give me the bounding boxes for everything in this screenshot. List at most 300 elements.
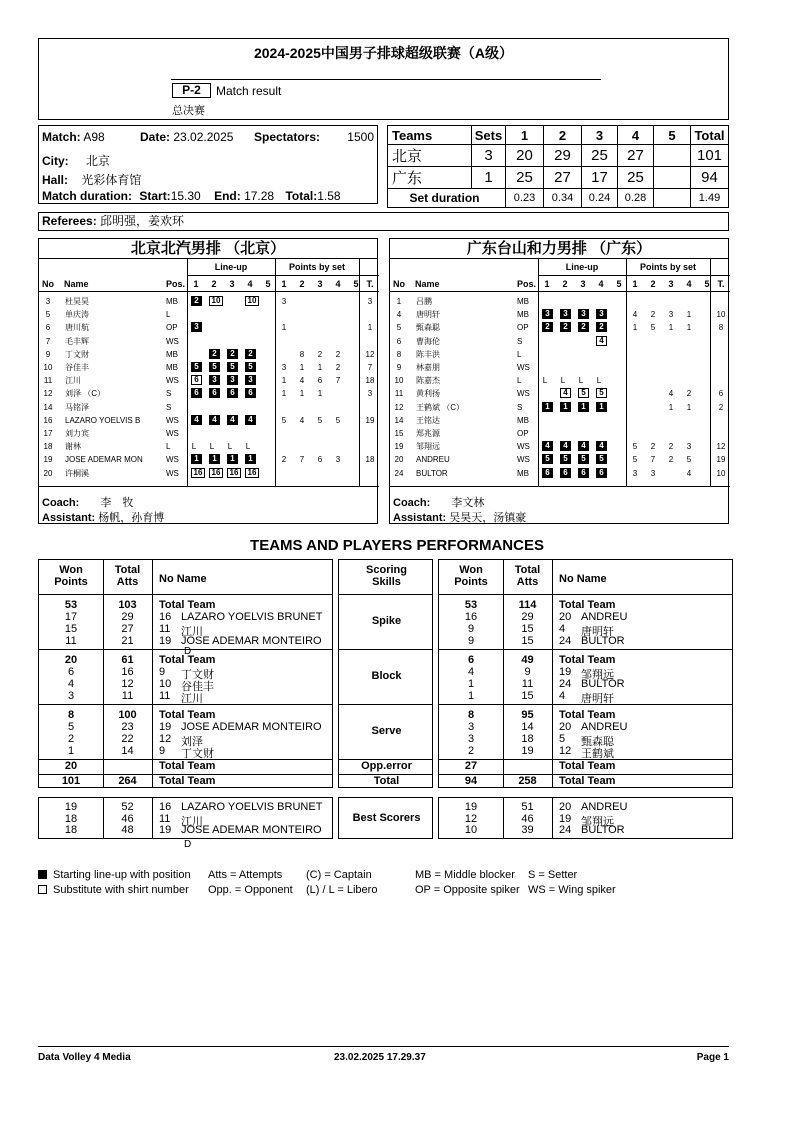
player-row — [390, 349, 728, 360]
starting-position: 6 — [227, 388, 238, 398]
player-name: 毛丰辉 — [65, 336, 89, 346]
player-name: 王鹤斌 （C） — [416, 402, 464, 412]
player-name: 王铭达 — [416, 415, 440, 425]
grid-line — [339, 649, 432, 650]
grid-line — [39, 594, 332, 595]
won-points: 4 — [67, 678, 75, 690]
set-points: 3 — [632, 468, 638, 478]
starting-position: 1 — [191, 454, 202, 464]
player-position: S — [166, 402, 172, 412]
starting-position: 2 — [227, 349, 238, 359]
set-points: 1 — [299, 389, 305, 399]
player-name: JOSE ADEMAR MONTEIRO — [181, 824, 322, 836]
no-name-header: No Name — [559, 573, 607, 585]
player-number: 14 — [394, 415, 404, 425]
roster-away — [390, 259, 728, 487]
score-sets: 1 — [472, 167, 506, 189]
set2-header: 2 — [544, 126, 582, 145]
won-points: 2 — [467, 745, 475, 757]
player-number: 9 — [45, 349, 51, 359]
won-points: 6 — [67, 666, 75, 678]
lineup-set-header: 5 — [265, 279, 271, 289]
player-name: 邹翔远 — [581, 669, 614, 681]
player-row — [39, 388, 377, 399]
grid-line — [339, 594, 432, 595]
player-position: WS — [166, 429, 179, 438]
player-name: 唐明轩 — [581, 693, 614, 705]
player-row — [390, 296, 728, 307]
attempts: 14 — [121, 745, 134, 757]
attempts: 61 — [121, 654, 134, 666]
player-name: 刘泽 （C） — [65, 389, 105, 399]
legend-opp: Opp. = Opponent — [208, 884, 293, 896]
won-points: 19 — [464, 801, 478, 813]
player-number: 18 — [43, 442, 53, 452]
set-points: 1 — [632, 323, 638, 333]
player-number: 10 — [394, 376, 404, 386]
legend-text: Starting line-up with position — [53, 869, 191, 881]
player-number: 11 — [43, 376, 53, 386]
player-row — [390, 454, 728, 465]
player-name: 丁文财 — [65, 349, 89, 359]
player-row — [390, 402, 728, 413]
player-name: 刘泽 — [181, 736, 203, 748]
set-points: 3 — [281, 297, 287, 306]
lineup-set-header: 2 — [211, 279, 217, 289]
player-name: 谷佳丰 — [65, 363, 89, 372]
set4-header: 4 — [618, 126, 654, 145]
player-row — [39, 415, 377, 426]
won-points: 12 — [464, 812, 478, 825]
starting-position: 6 — [209, 388, 220, 398]
page-footer — [38, 1046, 729, 1066]
starting-position: 6 — [596, 468, 607, 478]
report-code: P-2 — [172, 83, 211, 98]
player-name: 甄森聪 — [581, 736, 614, 748]
won-points: 9 — [467, 635, 475, 647]
referees-label: Referees: — [42, 214, 97, 228]
no-header: No — [393, 279, 405, 289]
header-line: Points — [54, 576, 88, 588]
player-total: 10 — [716, 310, 726, 320]
player-number: 6 — [396, 336, 402, 346]
set-points: 2 — [650, 442, 656, 452]
set-points: 6 — [317, 455, 323, 465]
set-points: 3 — [668, 310, 674, 320]
player-number: 20 — [394, 455, 404, 465]
match-label: Match: — [42, 130, 81, 144]
set-points: 5 — [632, 442, 638, 452]
player-name: 陈丰洪 — [416, 349, 440, 359]
player-name: ANDREU — [416, 455, 450, 465]
total-team-label: Total Team — [159, 760, 216, 772]
score-set: 27 — [618, 145, 654, 167]
won-points: 16 — [464, 611, 478, 623]
t-header: T. — [366, 279, 374, 289]
won-points: 6 — [467, 654, 475, 666]
total-team-label: Total Team — [559, 760, 616, 772]
set-points: 1 — [668, 323, 674, 333]
coach-label: Coach: — [42, 497, 80, 509]
libero-mark: L — [191, 442, 197, 452]
total-team-label: Total Team — [159, 775, 216, 787]
player-position: WS — [166, 415, 179, 425]
opp-error-points: 27 — [464, 760, 478, 772]
starting-position: 4 — [560, 441, 571, 451]
best-scorers-label-box — [338, 797, 433, 839]
starting-position: 4 — [578, 441, 589, 451]
pos-header: Pos. — [166, 279, 186, 289]
player-position: WS — [166, 376, 179, 386]
starting-position: 2 — [542, 322, 553, 332]
player-number: 5 — [396, 323, 402, 333]
starting-position: 3 — [596, 309, 607, 319]
player-number: 3 — [45, 297, 51, 306]
grid-line — [39, 291, 379, 292]
set-points: 2 — [686, 389, 692, 399]
set-points: 4 — [668, 389, 674, 399]
lineup-set-header: 1 — [193, 279, 199, 289]
player-row — [390, 388, 728, 399]
starting-position: 4 — [227, 415, 238, 425]
attempts: 21 — [121, 635, 134, 647]
lineup-set-header: 4 — [598, 279, 604, 289]
player-name: 谷佳丰 — [181, 681, 214, 693]
legend-ws: WS = Wing spiker — [528, 884, 616, 896]
player-row — [390, 336, 728, 347]
total-attempts: 264 — [118, 775, 137, 787]
player-row — [39, 454, 377, 465]
skill-label: Serve — [371, 724, 402, 737]
starting-position: 4 — [209, 415, 220, 425]
shirt-number: 24 — [559, 635, 572, 647]
libero-mark: L — [596, 376, 602, 386]
starting-position: 1 — [560, 402, 571, 412]
player-number: 11 — [394, 389, 404, 399]
set-points: 1 — [317, 363, 323, 372]
empty-square-icon — [38, 885, 47, 894]
score-set: 25 — [618, 167, 654, 189]
start-label: Start: — [139, 189, 171, 203]
hall-label: Hall: — [42, 173, 69, 187]
points-set-header: 4 — [335, 279, 341, 289]
starting-position: 5 — [245, 362, 256, 372]
header-line: Total — [514, 564, 541, 576]
player-total: 1 — [367, 323, 373, 333]
grid-line — [187, 275, 379, 276]
player-number: 20 — [43, 468, 53, 478]
lineup-set-header: 4 — [247, 279, 253, 289]
won-points: 4 — [467, 666, 475, 678]
player-total: 10 — [716, 468, 726, 478]
player-row — [390, 375, 728, 386]
set-points: 2 — [335, 349, 341, 359]
grid-line — [152, 798, 153, 838]
player-name: 黄利扬 — [416, 389, 440, 399]
player-number: 12 — [43, 389, 53, 399]
spectators-label: Spectators: — [254, 130, 321, 144]
won-points: 15 — [64, 623, 78, 635]
legend-captain: (C) = Captain — [306, 869, 372, 881]
filled-square-icon — [38, 870, 47, 879]
spectators-count: 1500 — [347, 130, 374, 144]
player-name: JOSE ADEMAR MON — [65, 455, 143, 465]
player-name: 甄森聪 — [416, 323, 440, 333]
grid-line — [39, 704, 332, 705]
header-line: Won — [59, 564, 83, 576]
won-points: 18 — [64, 824, 78, 836]
legend-mb: MB = Middle blocker — [415, 869, 515, 881]
starting-position: 2 — [191, 296, 202, 306]
total-team-label: Total Team — [559, 709, 616, 721]
set-points: 4 — [299, 376, 305, 386]
best-scorers-label: Best Scorers — [352, 812, 421, 824]
won-points: 8 — [467, 709, 475, 721]
player-row — [390, 415, 728, 426]
won-points: 3 — [467, 733, 475, 745]
score-set — [654, 145, 691, 167]
coach-name: 李文林 — [451, 497, 485, 509]
starting-position: 1 — [578, 402, 589, 412]
player-name: 江川 — [181, 693, 203, 705]
scoring-skills-header — [339, 564, 434, 588]
score-set: 20 — [506, 145, 544, 167]
set5-header: 5 — [654, 126, 691, 145]
set1-header: 1 — [506, 126, 544, 145]
shirt-number: 19 — [159, 635, 172, 647]
attempts: 103 — [118, 599, 137, 611]
shirt-number: 16 — [159, 611, 172, 623]
points-set-header: 1 — [632, 279, 638, 289]
attempts: 15 — [521, 690, 534, 702]
set-duration-label: Set duration — [388, 189, 506, 208]
starting-position: 4 — [596, 441, 607, 451]
score-set: 27 — [544, 167, 582, 189]
set-points: 4 — [686, 468, 692, 478]
player-name: 唐明轩 — [581, 626, 614, 638]
player-row — [390, 441, 728, 452]
best-scorers-right — [438, 797, 733, 839]
lineup-set-header: 3 — [580, 279, 586, 289]
player-number: 10 — [43, 363, 53, 372]
player-name: 王鹤斌 — [581, 748, 614, 760]
points-set-header: 4 — [686, 279, 692, 289]
set-points: 3 — [650, 468, 656, 478]
player-position: L — [166, 310, 171, 320]
skill-label: Block — [371, 669, 402, 682]
skill-label: Total — [373, 775, 400, 787]
grid-line — [439, 649, 732, 650]
starting-position: 5 — [596, 454, 607, 464]
set-points: 1 — [686, 323, 692, 333]
set-points: 2 — [281, 455, 287, 465]
starting-position: 6 — [542, 468, 553, 478]
substitute-number: 16 — [191, 468, 205, 478]
player-name: 曹海伦 — [416, 336, 440, 346]
player-position: S — [517, 402, 523, 412]
player-name: 马铭泽 — [65, 402, 89, 412]
player-position: MB — [517, 415, 529, 425]
starting-position: 3 — [560, 309, 571, 319]
score-set: 25 — [506, 167, 544, 189]
header-line: Atts — [116, 576, 139, 588]
shirt-number: 19 — [159, 721, 172, 733]
attempts: 11 — [121, 690, 134, 702]
shirt-number: 19 — [159, 824, 172, 836]
starting-position: 1 — [245, 454, 256, 464]
attempts: 18 — [521, 733, 534, 745]
teams-header: Teams — [388, 126, 472, 145]
won-points-header — [439, 564, 503, 588]
player-total: 3 — [367, 297, 373, 306]
lineup-header: Line-up — [214, 262, 248, 272]
starting-position: 6 — [191, 388, 202, 398]
points-set-header: 1 — [281, 279, 287, 289]
player-position: OP — [517, 323, 529, 333]
starting-position: 3 — [227, 375, 238, 385]
attempts: 51 — [521, 801, 534, 813]
total-team-label: Total Team — [159, 709, 216, 721]
player-row — [39, 349, 377, 360]
lineup-set-header: 2 — [562, 279, 568, 289]
set-points: 3 — [281, 363, 287, 372]
date-label: Date: — [140, 130, 171, 144]
phase-label: 总决赛 — [172, 105, 205, 117]
won-points-header — [39, 564, 103, 588]
shirt-number: 24 — [559, 678, 572, 690]
won-points: 1 — [67, 745, 75, 757]
assistant-names: 杨帆，孙育博 — [98, 512, 165, 524]
set-points: 8 — [299, 349, 305, 359]
player-name: 杜昊昊 — [65, 297, 89, 306]
player-name: 单庆涛 — [65, 310, 89, 320]
start-time: 15.30 — [170, 189, 201, 203]
player-name: 许桐溪 — [65, 468, 89, 478]
legend-sub — [38, 884, 189, 896]
sets-header: Sets — [472, 126, 506, 145]
won-points: 3 — [467, 721, 475, 733]
attempts: 48 — [121, 824, 134, 836]
shirt-number: 20 — [559, 611, 572, 623]
substitute-number: 4 — [560, 388, 571, 398]
shirt-number: 12 — [559, 745, 572, 757]
coach-label: Coach: — [393, 497, 431, 509]
grid-line — [187, 259, 188, 487]
player-total: 19 — [365, 415, 375, 425]
won-points: 53 — [64, 599, 78, 611]
won-points: 1 — [467, 690, 475, 702]
points-header: Points by set — [288, 262, 345, 272]
total-team-label: Total Team — [159, 599, 216, 611]
set-points: 3 — [335, 455, 341, 465]
player-row — [39, 441, 377, 452]
points-set-header: 2 — [299, 279, 305, 289]
perf-table-left — [38, 559, 333, 788]
team-name-away: 广东台山和力男排 （广东） — [390, 239, 728, 259]
attempts: 14 — [521, 721, 534, 733]
grid-line — [552, 798, 553, 838]
total-atts-header — [103, 564, 152, 588]
starting-position: 2 — [560, 322, 571, 332]
set-duration: 0.28 — [618, 189, 654, 208]
lineup-set-header: 5 — [616, 279, 622, 289]
player-position: S — [166, 389, 172, 399]
attempts: 9 — [524, 666, 531, 678]
attempts: 22 — [121, 733, 134, 745]
duration-label: Match duration: — [42, 189, 132, 203]
won-points: 18 — [64, 812, 78, 825]
set-points: 7 — [650, 455, 656, 465]
skill-label: Spike — [371, 614, 402, 627]
player-name: 郑兆源 — [416, 429, 440, 438]
score-set: 25 — [582, 145, 618, 167]
player-number: 19 — [394, 442, 404, 452]
pos-header: Pos. — [517, 279, 537, 289]
player-position: WS — [517, 455, 530, 465]
grid-line — [39, 486, 379, 487]
lineup-set-header: 3 — [229, 279, 235, 289]
set-points: 2 — [668, 455, 674, 465]
set-points: 5 — [686, 455, 692, 465]
player-name: BULTOR — [581, 824, 625, 836]
player-total: 18 — [365, 376, 375, 386]
attempts: 11 — [521, 678, 534, 690]
starting-position: 2 — [596, 322, 607, 332]
player-position: MB — [517, 468, 529, 478]
opp-error-points: 20 — [64, 760, 78, 772]
score-total: 101 — [691, 145, 729, 167]
set-points: 5 — [632, 455, 638, 465]
player-position: L — [166, 442, 171, 452]
player-row — [390, 468, 728, 479]
set-points: 4 — [632, 310, 638, 320]
substitute-number: 16 — [227, 468, 241, 478]
set-points: 1 — [686, 310, 692, 320]
won-points: 3 — [67, 690, 75, 702]
match-date: 23.02.2025 — [173, 130, 234, 144]
set-points: 7 — [299, 455, 305, 465]
libero-mark: L — [209, 442, 215, 452]
won-points: 5 — [67, 721, 75, 733]
shirt-number: 19 — [559, 666, 572, 678]
attempts: 95 — [521, 709, 534, 721]
legend-s: S = Setter — [528, 869, 578, 881]
set-points: 1 — [317, 389, 323, 399]
player-name: ANDREU — [581, 721, 628, 733]
shirt-number: 4 — [559, 690, 566, 702]
perf-table-right — [438, 559, 733, 788]
starting-position: 3 — [245, 375, 256, 385]
starting-position: 5 — [191, 362, 202, 372]
set3-header: 3 — [582, 126, 618, 145]
player-row — [39, 428, 377, 439]
starting-position: 4 — [542, 441, 553, 451]
substitute-number: 4 — [596, 336, 607, 346]
player-total: 19 — [716, 455, 726, 465]
won-points: 2 — [67, 733, 75, 745]
attempts: 23 — [121, 721, 134, 733]
player-number: 16 — [43, 415, 53, 425]
attempts: 46 — [121, 812, 134, 825]
player-total: 8 — [718, 323, 724, 333]
attempts: 16 — [121, 666, 134, 678]
player-name: ANDREU — [581, 611, 628, 623]
shirt-number: 11 — [159, 623, 171, 635]
won-points: 19 — [64, 801, 78, 813]
shirt-number: 24 — [559, 824, 572, 836]
libero-mark: L — [578, 376, 584, 386]
grid-line — [626, 259, 627, 487]
